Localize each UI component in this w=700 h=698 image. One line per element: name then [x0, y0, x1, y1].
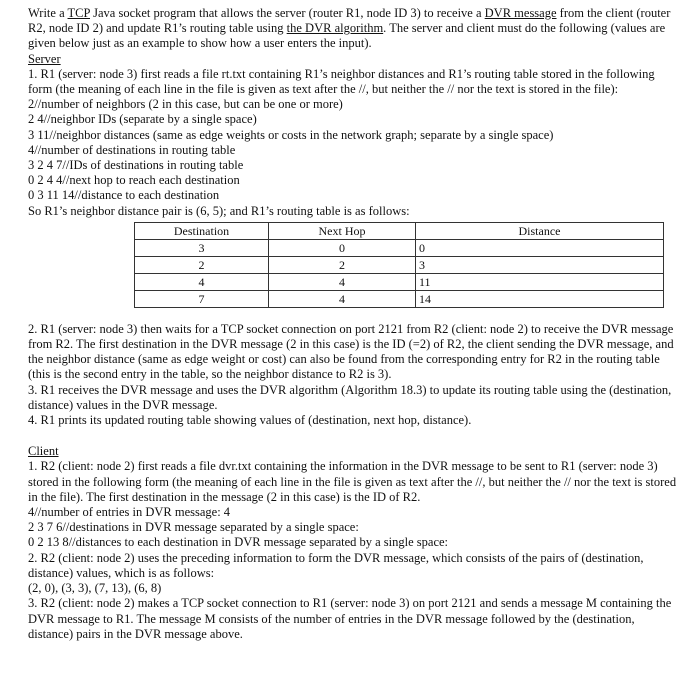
client-step-2: 2. R2 (client: node 2) uses the preceding information to form the DVR message, which consists of the pairs of (destination, distance) values, which is as follows:	[28, 550, 644, 580]
server-file-line: 3 2 4 7//IDs of destinations in routing table	[28, 158, 244, 173]
routing-table	[134, 222, 664, 308]
intro-text-2: Java socket program that allows the server (router R1, node ID 3) to receive a	[90, 6, 485, 20]
server-file-line: 2 4//neighbor IDs (separate by a single space)	[28, 112, 257, 127]
cell-next-hop: 4	[269, 290, 416, 307]
table-header-row	[135, 222, 664, 239]
table-row	[135, 239, 664, 256]
cell-next-hop: 2	[269, 256, 416, 273]
pair-line: So R1’s neighbor distance pair is (6, 5); and R1’s routing table is as follows:	[28, 203, 410, 218]
client-file-line: 2 3 7 6//destinations in DVR message separated by a single space:	[28, 520, 359, 535]
cell-destination: 4	[135, 273, 269, 290]
server-step-1: 1. R1 (server: node 3) first reads a file rt.txt containing R1’s neighbor distances and R1’s routing table stored in the following form (the meaning of each line in the file is given as text after the //, but neither the // nor the text is stored in the file):	[28, 66, 655, 97]
server-file-line: 2//number of neighbors (2 in this case, but can be one or more)	[28, 97, 343, 112]
header-distance: Distance	[416, 222, 664, 239]
tcp-underlined: TCP	[67, 6, 90, 20]
table-row	[135, 256, 664, 273]
header-next-hop: Next Hop	[269, 222, 416, 239]
client-step-1: 1. R2 (client: node 2) first reads a file dvr.txt containing the information in the DVR message to be sent to R1 (server: node 3) stored in the following form (the meaning of each line in the file is given as text after the //, but neither the // nor the text is stored in the file). The first destination in the message (2 in this case) is the ID of R2.	[28, 459, 677, 504]
cell-destination: 2	[135, 256, 269, 273]
server-step-2: 2. R1 (server: node 3) then waits for a TCP socket connection on port 2121 from R2 (client: node 2) to receive the DVR message from R2. The first destination in the DVR message (2 in this case) is the ID (=2) of R2, the client sending the DVR message, and the neighbor distance (same as edge weight or cost) can also be found from the corresponding entry for R2 in the routing table (this is the second entry in the table, so the neighbor distance to R2 is 3).	[28, 321, 674, 382]
table-row	[135, 273, 664, 290]
cell-distance: 3	[416, 256, 664, 273]
cell-destination: 3	[135, 239, 269, 256]
cell-destination: 7	[135, 290, 269, 307]
server-file-line: 3 11//neighbor distances (same as edge weights or costs in the network graph; separate by a single space)	[28, 127, 554, 142]
dvr-algorithm-underlined: the DVR algorithm	[286, 21, 384, 36]
cell-distance: 0	[416, 239, 664, 256]
intro-text-1: Write a	[28, 6, 68, 20]
client-file-line: 4//number of entries in DVR message: 4	[28, 505, 231, 520]
cell-distance: 14	[416, 290, 664, 307]
dvr-pairs: (2, 0), (3, 3), (7, 13), (6, 8)	[28, 581, 162, 596]
server-file-line: 0 2 4 4//next hop to reach each destination	[28, 173, 240, 188]
table-row	[135, 290, 664, 307]
server-file-line: 4//number of destinations in routing table	[28, 142, 236, 157]
intro-text-3: from the client (router R2, node ID 2) and update R1’s routing table using	[28, 6, 671, 36]
cell-next-hop: 0	[269, 239, 416, 256]
server-step-4: 4. R1 prints its updated routing table showing values of (destination, next hop, distance).	[28, 413, 472, 428]
intro-text-4: . The server and client must do the following (values are given below just as an example to show how a user enters the input).	[28, 21, 666, 51]
client-heading: Client	[28, 444, 59, 459]
client-file-line: 0 2 13 8//distances to each destination in DVR message separated by a single space:	[28, 535, 449, 550]
document-body	[28, 6, 678, 642]
server-step-3: 3. R1 receives the DVR message and uses the DVR algorithm (Algorithm 18.3) to update its routing table using the (destination, distance) values in the DVR message.	[28, 382, 672, 412]
cell-next-hop: 4	[269, 273, 416, 290]
server-heading: Server	[28, 51, 61, 66]
cell-distance: 11	[416, 273, 664, 290]
server-file-line: 0 3 11 14//distance to each destination	[28, 188, 220, 203]
client-step-3: 3. R2 (client: node 2) makes a TCP socket connection to R1 (server: node 3) on port 2121 and sends a message M containing the DVR message to R1. The message M consists of the number of entries in the DVR message followed by the (destination, distance) pairs in the DVR message above.	[28, 596, 672, 641]
dvr-message-underlined: DVR message	[484, 6, 557, 20]
header-destination: Destination	[135, 222, 269, 239]
intro-paragraph	[28, 6, 678, 52]
